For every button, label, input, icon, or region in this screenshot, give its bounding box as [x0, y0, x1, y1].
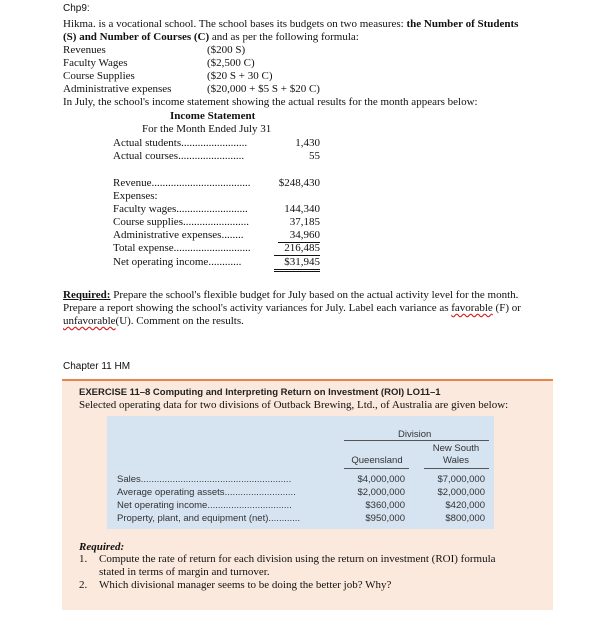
table-col-queensland: Queensland	[351, 455, 403, 466]
division-rule	[344, 440, 489, 441]
intro-text: Hikma. is a vocational school. The school bases its budgets on two measures:	[63, 18, 404, 30]
cell-ppe-queensland: $950,000	[365, 513, 405, 524]
ch11-item1-line2: stated in terms of margin and turnover.	[99, 566, 270, 578]
required-label: Required:	[63, 289, 111, 301]
value-course-supplies: 37,185	[289, 216, 320, 228]
row-label: Net operating income	[113, 256, 209, 268]
row-label: Administrative expenses	[113, 229, 222, 241]
chp9-heading: Chp9:	[63, 3, 90, 14]
formula-label-revenues: Revenues	[63, 44, 106, 56]
row-label: Actual courses	[113, 150, 179, 162]
row-revenue: Revenue....................................	[113, 177, 251, 189]
table-col-nsw-line1: New South	[432, 443, 480, 454]
table-col-nsw-line2: Wales	[442, 455, 470, 466]
required-text: (F) or	[495, 302, 521, 314]
table-row-sales: Sales.........................................................	[117, 474, 292, 485]
table-row-label: Average operating assets	[117, 487, 225, 498]
required-text: (U). Comment on the results.	[115, 315, 244, 327]
table-row-label: Sales	[117, 474, 141, 485]
value-revenue: $248,430	[278, 177, 320, 189]
table-row-label: Net operating income	[117, 500, 208, 511]
july-line: In July, the school's income statement showing the actual results for the month appears below:	[63, 96, 478, 108]
required-text: Prepare the school's flexible budget for July based on the actual activity level for the month.	[113, 289, 519, 301]
ch11-item1-line1: Compute the rate of return for each division using the return on investment (ROI) formula	[99, 553, 496, 565]
formula-value-faculty: ($2,500 C)	[207, 57, 255, 69]
chp9-required-line3	[63, 315, 244, 328]
table-division-header: Division	[398, 429, 432, 440]
intro-text-2: and as per the following formula:	[211, 31, 359, 43]
intro-bold-measure: the Number of Students	[406, 18, 519, 30]
cell-ppe-nsw: $800,000	[445, 513, 485, 524]
chp9-required-line1	[63, 289, 518, 302]
unfavorable-word: unfavorable	[63, 315, 116, 327]
formula-label-admin: Administrative expenses	[63, 83, 172, 95]
ch11-item1-num: 1.	[79, 553, 88, 565]
exercise-subtitle: Selected operating data for two divisions of Outback Brewing, Ltd., of Australia are given below:	[79, 399, 509, 411]
statement-subtitle: For the Month Ended July 31	[142, 123, 272, 135]
cell-sales-nsw: $7,000,000	[437, 474, 485, 485]
row-label: Faculty wages	[113, 203, 177, 215]
row-net-operating-income: Net operating income............	[113, 256, 242, 268]
row-admin-expenses: Administrative expenses........	[113, 229, 244, 241]
cell-sales-queensland: $4,000,000	[357, 474, 405, 485]
row-total-expense: Total expense............................	[113, 242, 251, 254]
row-label: Actual students	[113, 137, 182, 149]
exercise-title: EXERCISE 11–8 Computing and Interpreting Return on Investment (ROI) LO11–1	[79, 387, 441, 398]
table-row-noi: Net operating income................................	[117, 500, 292, 511]
cell-assets-nsw: $2,000,000	[437, 487, 485, 498]
value-net-operating-income: $31,945	[274, 256, 320, 272]
table-row-assets: Average operating assets...........................	[117, 487, 296, 498]
value-actual-students: 1,430	[295, 137, 320, 149]
row-label: Total expense	[113, 242, 174, 254]
value-actual-courses: 55	[309, 150, 320, 162]
nsw-rule	[424, 468, 489, 469]
intro-bold-courses: (S) and Number of Courses (C)	[63, 31, 210, 43]
expenses-label: Expenses:	[113, 190, 158, 202]
row-actual-courses: Actual courses........................	[113, 150, 245, 162]
cell-noi-nsw: $420,000	[445, 500, 485, 511]
row-course-supplies: Course supplies........................	[113, 216, 249, 228]
value-faculty-wages: 144,340	[284, 203, 320, 215]
value-total-expense: 216,485	[274, 242, 320, 256]
chapter11-heading: Chapter 11 HM	[63, 361, 131, 372]
row-faculty-wages: Faculty wages..........................	[113, 203, 248, 215]
value-admin-expenses: 34,960	[278, 229, 320, 243]
row-actual-students: Actual students........................	[113, 137, 248, 149]
formula-value-revenues: ($200 S)	[207, 44, 246, 56]
statement-title: Income Statement	[170, 110, 256, 122]
ch11-required-label: Required:	[79, 541, 125, 553]
formula-value-admin: ($20,000 + $5 S + $20 C)	[207, 83, 320, 95]
queensland-rule	[344, 468, 409, 469]
formula-label-faculty: Faculty Wages	[63, 57, 128, 69]
table-row-ppe: Property, plant, and equipment (net)............	[117, 513, 301, 524]
row-label: Course supplies	[113, 216, 183, 228]
chp9-intro-line1	[63, 18, 518, 31]
ch11-item2-line1: Which divisional manager seems to be doing the better job? Why?	[99, 579, 392, 591]
formula-value-supplies: ($20 S + 30 C)	[207, 70, 273, 82]
cell-noi-queensland: $360,000	[365, 500, 405, 511]
ch11-item2-num: 2.	[79, 579, 88, 591]
table-row-label: Property, plant, and equipment (net)	[117, 513, 269, 524]
row-label: Revenue	[113, 177, 152, 189]
chp9-intro-line2	[63, 31, 359, 44]
favorable-word: favorable	[451, 302, 493, 314]
cell-assets-queensland: $2,000,000	[357, 487, 405, 498]
chp9-required-line2	[63, 302, 521, 315]
required-text: Prepare a report showing the school's activity variances for July. Label each variance as	[63, 302, 449, 314]
formula-label-supplies: Course Supplies	[63, 70, 135, 82]
